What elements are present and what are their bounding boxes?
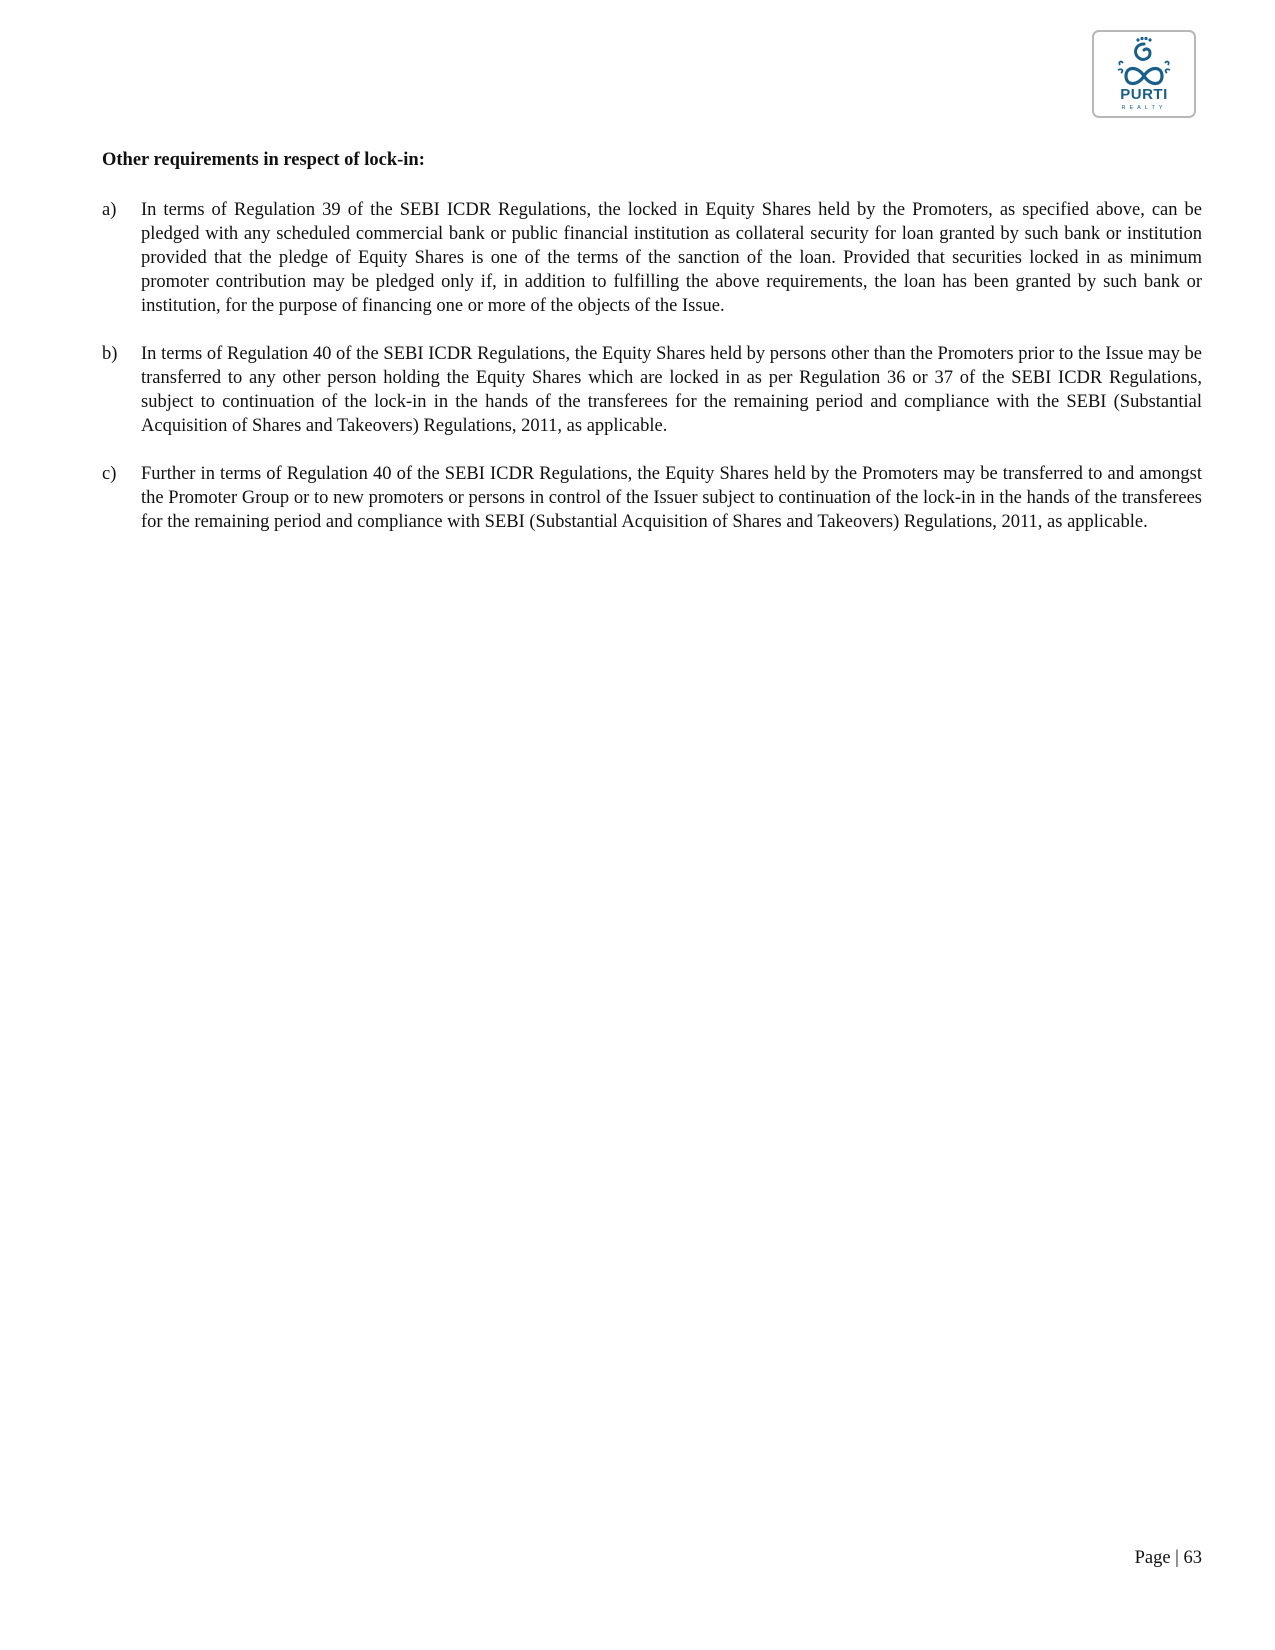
logo-wordmark: PURTI xyxy=(1120,86,1168,103)
list-item-text: Further in terms of Regulation 40 of the SEBI ICDR Regulations, the Equity Shares held by the Promoters may be transferred to and amongst the Promoter Group or to new promoters or persons in control of the Issuer subject to continuation of the lock-in in the hands of the transferees for the remaining period and compliance with SEBI (Substantial Acquisition of Shares and Takeovers) Regulations, 2011, as applicable. xyxy=(141,464,1202,532)
list-item-c xyxy=(102,462,1202,534)
section-heading: Other requirements in respect of lock-in: xyxy=(102,150,425,170)
list-item-a xyxy=(102,198,1202,318)
lock-in-requirements-list xyxy=(102,198,1202,558)
company-logo xyxy=(1092,30,1196,118)
list-marker: a) xyxy=(102,200,117,220)
page-number: Page | 63 xyxy=(1134,1548,1202,1568)
logo-tagline: REALTY xyxy=(1121,105,1167,111)
list-marker: c) xyxy=(102,464,117,484)
list-item-text: In terms of Regulation 39 of the SEBI ICDR Regulations, the locked in Equity Shares held by the Promoters, as specified above, can be pledged with any scheduled commercial bank or public financial institution as collateral security for loan granted by such bank or institution provided that the pledge of Equity Shares is one of the terms of the sanction of the loan. Provided that securities locked in as minimum promoter contribution may be pledged only if, in addition to fulfilling the above requirements, the loan has been granted by such bank or institution, for the purpose of financing one or more of the objects of the Issue. xyxy=(141,200,1202,316)
list-item-b xyxy=(102,342,1202,438)
purti-logo-mark xyxy=(1094,32,1194,116)
list-marker: b) xyxy=(102,344,118,364)
list-item-text: In terms of Regulation 40 of the SEBI ICDR Regulations, the Equity Shares held by persons other than the Promoters prior to the Issue may be transferred to any other person holding the Equity Shares which are locked in as per Regulation 36 or 37 of the SEBI ICDR Regulations, subject to continuation of the lock-in in the hands of the transferees for the remaining period and compliance with the SEBI (Substantial Acquisition of Shares and Takeovers) Regulations, 2011, as applicable. xyxy=(141,344,1202,436)
